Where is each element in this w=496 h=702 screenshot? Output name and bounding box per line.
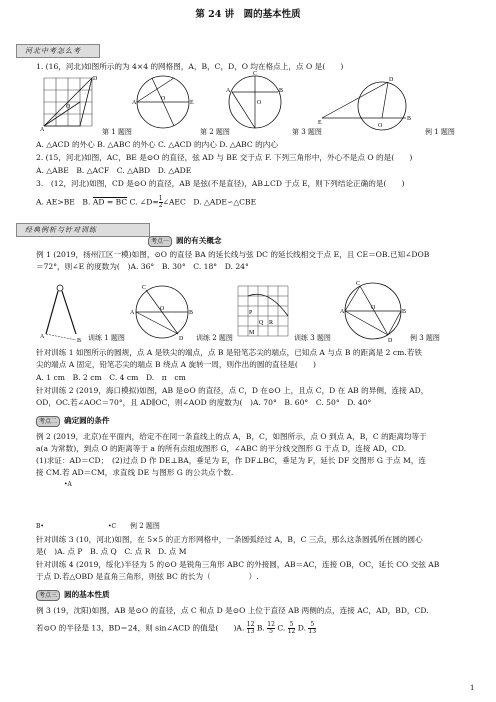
svg-text:D: D bbox=[388, 338, 393, 344]
training-1-line2: 尖的端点 A 固定，铅笔芯尖的端点 B 绕点 A 旋转一周，则作出的圆的直径是( ) bbox=[36, 360, 316, 369]
svg-text:M: M bbox=[249, 330, 255, 336]
svg-text:D: D bbox=[389, 77, 394, 83]
page-number: 1 bbox=[470, 684, 475, 692]
svg-text:B: B bbox=[402, 309, 406, 315]
figure-q3-circle bbox=[222, 70, 288, 134]
badge-topic-2: 考点二 bbox=[36, 416, 60, 427]
caption-ex2: 例 2 题图 bbox=[130, 522, 160, 530]
svg-text:O: O bbox=[160, 306, 165, 312]
training-1-options: A. 1 cm B. 2 cm C. 4 cm D. π cm bbox=[36, 373, 186, 382]
heading-topic-1: 圆的有关概念 bbox=[176, 236, 222, 245]
figure-compass bbox=[40, 282, 86, 344]
svg-text:O: O bbox=[378, 123, 383, 129]
svg-text:A: A bbox=[130, 310, 135, 316]
point-a: •A bbox=[64, 481, 72, 488]
example-3-line1: 例 3 (19，沈阳)如图，AB 是⊙O 的直径，点 C 和点 D 是⊙O 上位于直径 AB 两侧的点，连接 AC，AD，BD，CD. bbox=[36, 606, 429, 615]
figure-train3-grid bbox=[236, 284, 292, 340]
question-1: 1. (16，河北)如图所示的为 4×4 的网格图，A，B，C，D，O 均在格点上，点 O 是( ) bbox=[36, 62, 344, 71]
badge-topic-1: 考点一 bbox=[148, 236, 172, 247]
caption-ex1: 例 1 题图 bbox=[425, 128, 455, 136]
svg-text:A: A bbox=[40, 127, 45, 132]
example-2-line4: 接 CM.若 AD＝CM，求直线 DE 与图形 G 的公共点个数. bbox=[36, 468, 234, 477]
figure-q2-circle bbox=[130, 70, 196, 134]
fraction-b: $\frac{12}{5}$ bbox=[267, 621, 275, 635]
example-3-line2: 若⊙O 的半径是 13，BD＝24，则 sin∠ACD 的值是( )A. $\frac{12}{13}$ B. $\frac{12}{5}$ C. $\frac{5}{12}$ D. $\frac{5}{13}$ bbox=[36, 621, 317, 635]
svg-text:O: O bbox=[161, 96, 166, 102]
section-banner-examples: 经典例析与针对训练 bbox=[16, 223, 150, 237]
page-title: 第 24 讲 圆的基本性质 bbox=[195, 9, 301, 20]
training-2-line1: 针对训练 2 (2019，海口模拟)如图，AB 是⊙O 的直径，点 C，D 在⊙O 上，且点 C，D 在 AB 的异侧，连接 AD， bbox=[36, 386, 429, 395]
point-b: B• bbox=[36, 523, 44, 530]
figure-train2-circle bbox=[126, 280, 194, 342]
caption-q1: 第 1 题图 bbox=[102, 128, 132, 136]
svg-text:B: B bbox=[189, 310, 194, 316]
training-1-line1: 针对训练 1 如图所示的圆规，点 A 是铁尖的端点，点 B 是铅笔芯尖的端点，已知点 A 与点 B 的距离是 2 cm.若铁 bbox=[36, 348, 422, 357]
svg-text:A: A bbox=[226, 88, 231, 94]
training-4-line2: 于点 D.若△OBD 是直角三角形，则弦 BC 的长为（ ）. bbox=[36, 572, 259, 581]
svg-text:A: A bbox=[340, 309, 345, 315]
svg-text:C: C bbox=[253, 71, 258, 77]
example-2-line3: (1)求证：AD＝CD； (2)过点 D 作 DE⊥BA，垂足为 E，作 DF⊥BC，垂足为 F，延长 DF 交图形 G 于点 M，连 bbox=[36, 456, 426, 465]
question-3-options: A. AE>BE B. AD = BC C. ∠D= $\frac{1}{2}$ ∠AEC D. △ADE∽△CBE bbox=[36, 195, 257, 209]
caption-train2: 训练 2 题图 bbox=[196, 334, 233, 342]
svg-text:E: E bbox=[190, 100, 194, 106]
figure-q1-grid bbox=[40, 74, 100, 132]
heading-topic-2: 确定圆的条件 bbox=[64, 416, 110, 425]
svg-text:O: O bbox=[66, 104, 71, 110]
fraction-a: $\frac{12}{13}$ bbox=[246, 621, 255, 635]
svg-text:A: A bbox=[40, 334, 45, 340]
svg-text:B: B bbox=[407, 116, 412, 122]
svg-text:R: R bbox=[269, 320, 274, 326]
training-3-line2: 是( )A. 点 P B. 点 Q C. 点 R D. 点 M bbox=[36, 547, 187, 556]
question-2-options: A. △ABE B. △ACF C. △ABD D. △ADE bbox=[36, 166, 192, 175]
fraction-c: $\frac{5}{12}$ bbox=[287, 621, 296, 635]
example-1-line2: ＝72°，则∠E 的度数为( )A. 36° B. 30° C. 18° D. 24° bbox=[36, 262, 249, 271]
svg-text:Q: Q bbox=[259, 320, 264, 326]
fraction-d: $\frac{5}{13}$ bbox=[308, 621, 317, 635]
example-2-line1: 例 2 (2019，北京)在平面内，给定不在同一条直线上的点 A，B，C，如图所示，点 O 到点 A，B，C 的距离均等于 bbox=[36, 432, 427, 441]
caption-train1: 训练 1 题图 bbox=[88, 334, 125, 342]
svg-text:D: D bbox=[93, 76, 98, 82]
svg-text:A: A bbox=[132, 100, 137, 106]
svg-text:B: B bbox=[279, 88, 284, 94]
caption-ex3: 例 3 题图 bbox=[410, 334, 440, 342]
question-2: 2. (15，河北)如图，AC，BE 是⊙O 的直径，弦 AD 与 BE 交于点 F. 下列三角形中，外心不是点 O 的是( ) bbox=[36, 153, 413, 162]
section-banner: 河北中考怎么考 bbox=[16, 44, 100, 58]
point-c: •C bbox=[108, 523, 117, 530]
caption-q2: 第 2 题图 bbox=[200, 128, 230, 136]
caption-q3: 第 3 题图 bbox=[292, 128, 322, 136]
svg-text:C: C bbox=[356, 281, 361, 287]
svg-text:P: P bbox=[249, 310, 253, 316]
question-3: 3. (12，河北)如图，CD 是⊙O 的直径，AB 是弦(不是直径)，AB⊥CD 于点 E，则下列结论正确的是( ) bbox=[36, 179, 405, 188]
svg-text:B: B bbox=[77, 338, 82, 344]
svg-text:E: E bbox=[318, 120, 322, 126]
figure-ex3-circle bbox=[340, 278, 406, 344]
example-2-line2: a(a 为常数)，到点 O 的距离等于 a 的所有点组成图形 G，∠ABC 的平分线交图形 G 于点 D，连接 AD，CD. bbox=[36, 444, 407, 453]
question-1-options: A. △ACD 的外心 B. △ABC 的外心 C. △ACD 的内心 D. △ABC 的内心 bbox=[36, 140, 278, 149]
training-4-line1: 针对训练 4 (2019，绥化)半径为 5 的⊙O 是锐角三角形 ABC 的外接圆，AB＝AC，连接 OB，OC，延长 CO 交弦 AB bbox=[36, 560, 440, 569]
fraction-half: $\frac{1}{2}$ bbox=[158, 195, 163, 209]
training-3-line1: 针对训练 3 (10，河北)如图，在 5×5 的正方形网格中，一条圆弧经过 A，B，C 三点，那么这条圆弧所在圆的圆心 bbox=[36, 535, 423, 544]
figure-ex1-circle bbox=[318, 72, 418, 132]
example-1-line1: 例 1 (2019，扬州江区一模)如图，⊙O 的直径 BA 的延长线与弦 DC 的延长线相交于点 E，且 CE＝OB.已知∠DOB bbox=[36, 250, 430, 259]
svg-text:D: D bbox=[179, 336, 184, 342]
svg-text:O: O bbox=[257, 100, 262, 106]
training-2-line2: OD，OC.若∠AOC＝70°，且 AD∥OC，则∠AOD 的度数为( )A. 70° B. 60° C. 50° D. 40° bbox=[36, 398, 372, 407]
svg-text:O: O bbox=[371, 305, 376, 311]
heading-topic-3: 圆的基本性质 bbox=[64, 590, 110, 599]
caption-train3: 训练 3 题图 bbox=[294, 334, 331, 342]
badge-topic-3: 考点三 bbox=[36, 590, 60, 601]
svg-text:C: C bbox=[142, 285, 147, 291]
